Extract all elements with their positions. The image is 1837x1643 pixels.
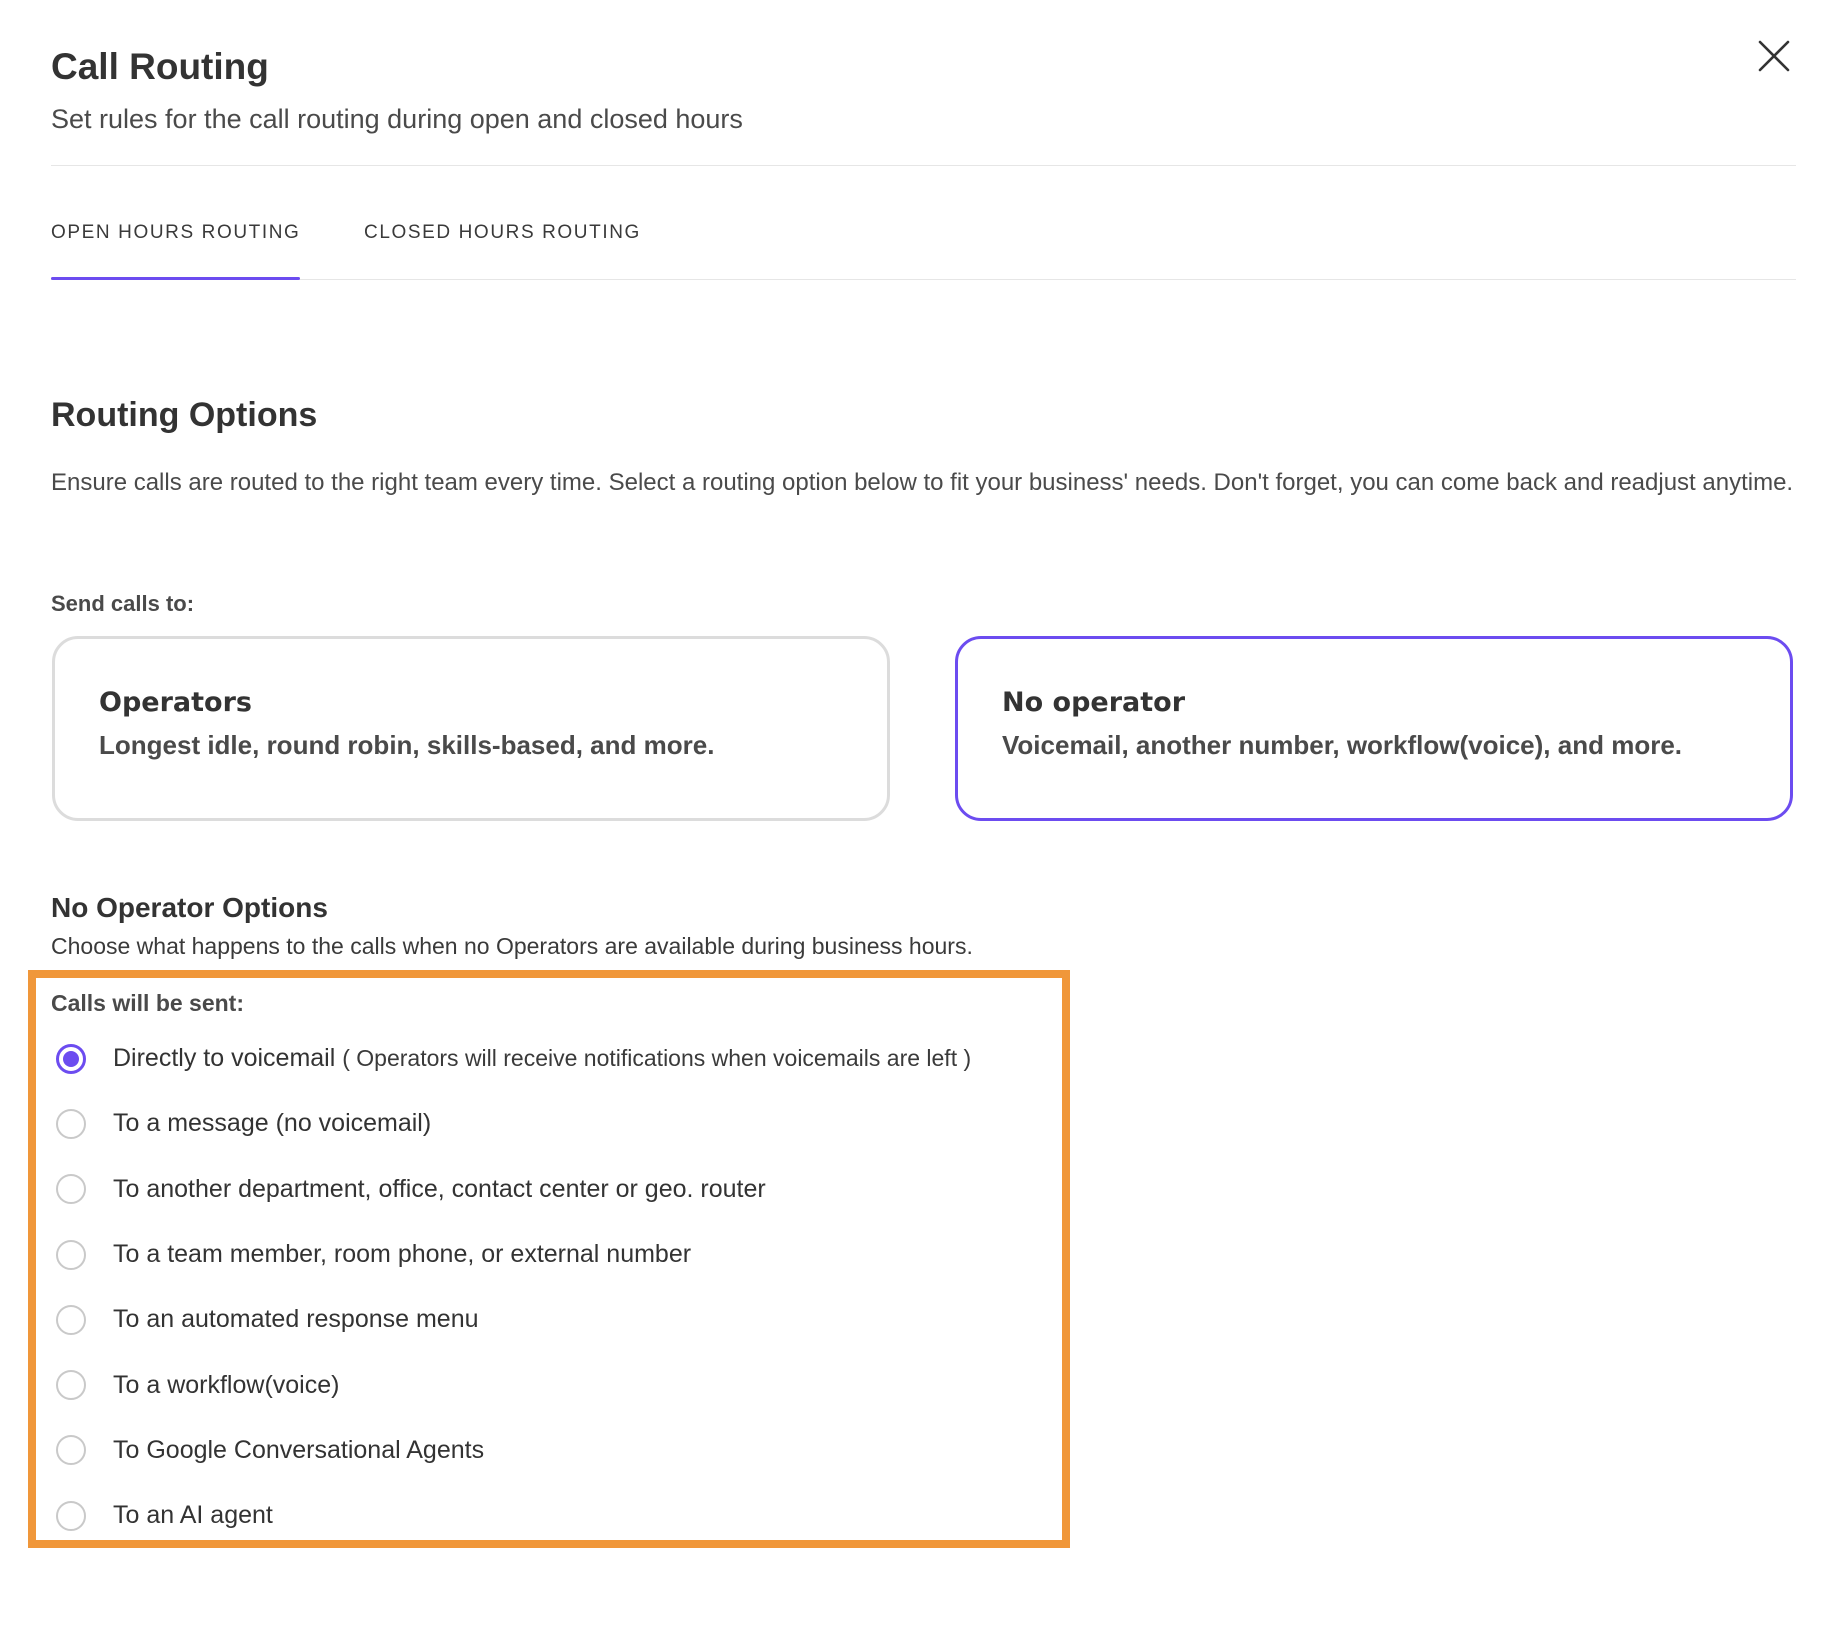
no-operator-card-title: No operator bbox=[1002, 687, 1186, 718]
routing-tabs bbox=[51, 210, 1796, 280]
operators-card-title: Operators bbox=[99, 687, 252, 718]
radio-option-ai-agent[interactable] bbox=[56, 1483, 971, 1548]
header-divider bbox=[51, 165, 1796, 166]
calls-will-be-sent-label: Calls will be sent: bbox=[51, 990, 244, 1016]
operators-card[interactable] bbox=[52, 636, 890, 821]
radio-button-checked[interactable] bbox=[56, 1044, 86, 1074]
no-operator-card[interactable] bbox=[955, 636, 1793, 821]
routing-options-description: Ensure calls are routed to the right team every time. Select a routing option below to fit your business' needs. Don't forget, you can come back and readjust anytime. bbox=[51, 469, 1794, 496]
radio-option-department[interactable] bbox=[56, 1157, 971, 1222]
radio-label: To a team member, room phone, or external number bbox=[113, 1240, 692, 1269]
tab-open-hours-routing[interactable]: OPEN HOURS ROUTING bbox=[51, 222, 300, 279]
radio-option-workflow[interactable] bbox=[56, 1352, 971, 1417]
routing-options-title: Routing Options bbox=[51, 396, 318, 434]
operators-card-description: Longest idle, round robin, skills-based, and more. bbox=[99, 730, 715, 760]
radio-button[interactable] bbox=[56, 1240, 86, 1270]
radio-button[interactable] bbox=[56, 1109, 86, 1139]
no-operator-options-description: Choose what happens to the calls when no Operators are available during business hours. bbox=[51, 933, 973, 959]
send-calls-label: Send calls to: bbox=[51, 591, 195, 616]
radio-label: To an automated response menu bbox=[113, 1305, 479, 1334]
radio-button[interactable] bbox=[56, 1435, 86, 1465]
radio-option-message[interactable] bbox=[56, 1091, 971, 1156]
dialog-title: Call Routing bbox=[51, 46, 269, 87]
radio-option-team-member[interactable] bbox=[56, 1222, 971, 1287]
close-button[interactable] bbox=[1752, 34, 1796, 78]
radio-label: To a message (no voicemail) bbox=[113, 1109, 432, 1138]
radio-button[interactable] bbox=[56, 1305, 86, 1335]
radio-label: To a workflow(voice) bbox=[113, 1370, 340, 1399]
radio-label: To another department, office, contact center or geo. router bbox=[113, 1174, 766, 1203]
no-operator-card-description: Voicemail, another number, workflow(voice), and more. bbox=[1002, 730, 1682, 760]
radio-button[interactable] bbox=[56, 1501, 86, 1531]
tab-closed-hours-routing[interactable]: CLOSED HOURS ROUTING bbox=[364, 222, 641, 243]
close-icon bbox=[1758, 40, 1790, 72]
radio-option-google-agents[interactable] bbox=[56, 1418, 971, 1483]
radio-label-text: Directly to voicemail bbox=[113, 1044, 336, 1073]
radio-label bbox=[113, 1044, 971, 1073]
radio-label-note: ( Operators will receive notifications when voicemails are left ) bbox=[342, 1045, 972, 1072]
radio-button[interactable] bbox=[56, 1174, 86, 1204]
dialog-subtitle: Set rules for the call routing during open and closed hours bbox=[51, 104, 743, 134]
calls-destination-radio-group bbox=[56, 1026, 971, 1548]
radio-label: To an AI agent bbox=[113, 1501, 273, 1530]
radio-option-automated-menu[interactable] bbox=[56, 1287, 971, 1352]
radio-label: To Google Conversational Agents bbox=[113, 1435, 485, 1464]
no-operator-options-title: No Operator Options bbox=[51, 892, 328, 923]
radio-button[interactable] bbox=[56, 1370, 86, 1400]
radio-option-voicemail[interactable] bbox=[56, 1026, 971, 1091]
